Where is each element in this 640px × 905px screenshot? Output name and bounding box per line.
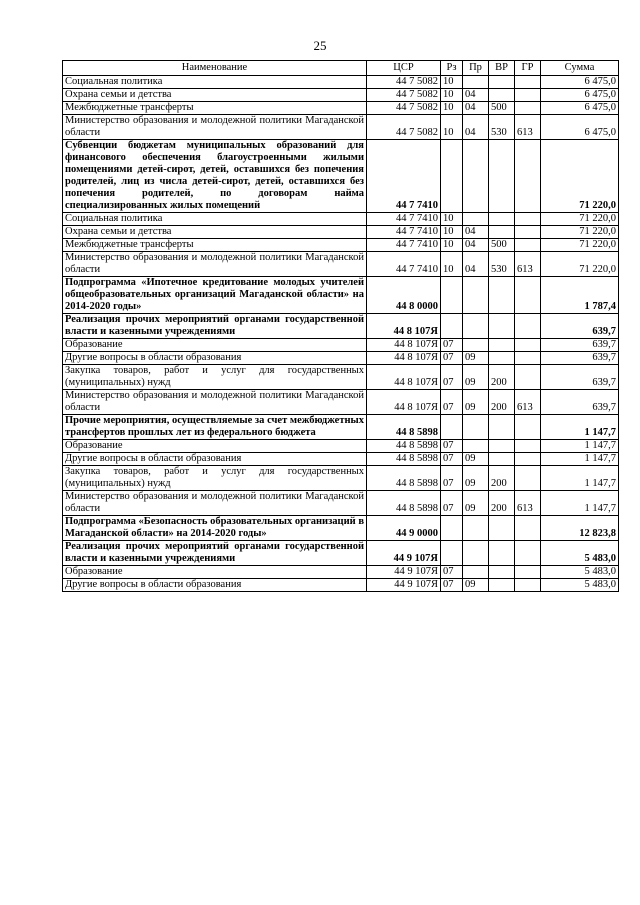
cell-rz: 07 bbox=[441, 579, 463, 592]
header-rz: Рз bbox=[441, 61, 463, 76]
cell-name: Охрана семьи и детства bbox=[63, 89, 367, 102]
cell-sum: 5 483,0 bbox=[541, 566, 619, 579]
table-body bbox=[63, 76, 619, 592]
cell-csr: 44 8 5898 bbox=[367, 466, 441, 491]
table-row bbox=[63, 115, 619, 140]
cell-name: Министерство образования и молодежной политики Магаданской области bbox=[63, 115, 367, 140]
cell-gr bbox=[515, 89, 541, 102]
cell-csr: 44 8 107Я bbox=[367, 314, 441, 339]
cell-rz: 07 bbox=[441, 440, 463, 453]
table-header-row bbox=[63, 61, 619, 76]
cell-name: Межбюджетные трансферты bbox=[63, 239, 367, 252]
cell-gr bbox=[515, 440, 541, 453]
cell-sum: 639,7 bbox=[541, 339, 619, 352]
cell-csr: 44 9 0000 bbox=[367, 516, 441, 541]
cell-vr bbox=[489, 516, 515, 541]
table-row bbox=[63, 365, 619, 390]
cell-name: Министерство образования и молодежной политики Магаданской области bbox=[63, 390, 367, 415]
cell-name: Закупка товаров, работ и услуг для государственных (муниципальных) нужд bbox=[63, 466, 367, 491]
cell-name: Другие вопросы в области образования bbox=[63, 352, 367, 365]
cell-pr: 09 bbox=[463, 352, 489, 365]
cell-pr: 09 bbox=[463, 453, 489, 466]
cell-name: Образование bbox=[63, 440, 367, 453]
cell-rz bbox=[441, 415, 463, 440]
cell-pr: 04 bbox=[463, 239, 489, 252]
cell-name: Охрана семьи и детства bbox=[63, 226, 367, 239]
cell-gr bbox=[515, 566, 541, 579]
cell-rz: 10 bbox=[441, 213, 463, 226]
cell-rz: 10 bbox=[441, 89, 463, 102]
cell-rz: 10 bbox=[441, 115, 463, 140]
cell-rz: 07 bbox=[441, 339, 463, 352]
cell-vr: 530 bbox=[489, 252, 515, 277]
cell-gr bbox=[515, 466, 541, 491]
cell-csr: 44 7 7410 bbox=[367, 239, 441, 252]
cell-rz: 07 bbox=[441, 365, 463, 390]
cell-csr: 44 7 7410 bbox=[367, 140, 441, 213]
header-gr: ГР bbox=[515, 61, 541, 76]
table-row bbox=[63, 352, 619, 365]
cell-sum: 639,7 bbox=[541, 352, 619, 365]
table-row bbox=[63, 314, 619, 339]
cell-sum: 1 147,7 bbox=[541, 466, 619, 491]
cell-name: Другие вопросы в области образования bbox=[63, 453, 367, 466]
cell-gr bbox=[515, 102, 541, 115]
cell-rz bbox=[441, 140, 463, 213]
table-row bbox=[63, 440, 619, 453]
cell-gr bbox=[515, 339, 541, 352]
cell-name: Закупка товаров, работ и услуг для государственных (муниципальных) нужд bbox=[63, 365, 367, 390]
cell-gr bbox=[515, 541, 541, 566]
cell-pr: 04 bbox=[463, 252, 489, 277]
cell-csr: 44 7 5082 bbox=[367, 76, 441, 89]
cell-sum: 6 475,0 bbox=[541, 76, 619, 89]
cell-name: Образование bbox=[63, 339, 367, 352]
cell-csr: 44 8 5898 bbox=[367, 491, 441, 516]
cell-name: Субвенции бюджетам муниципальных образований для финансового обеспечения благоустроенными жилыми помещениями детей-сирот, детей, оставшихся без попечения родителей, лиц из числа детей-сирот, детей, оставшихся без попечения родителей, по договорам найма специализированных жилых помещений bbox=[63, 140, 367, 213]
cell-gr: 613 bbox=[515, 491, 541, 516]
cell-vr bbox=[489, 453, 515, 466]
cell-pr bbox=[463, 440, 489, 453]
cell-gr bbox=[515, 76, 541, 89]
cell-csr: 44 7 5082 bbox=[367, 102, 441, 115]
header-vr: ВР bbox=[489, 61, 515, 76]
cell-name: Социальная политика bbox=[63, 76, 367, 89]
cell-pr: 09 bbox=[463, 365, 489, 390]
cell-pr bbox=[463, 415, 489, 440]
cell-gr bbox=[515, 579, 541, 592]
cell-rz: 07 bbox=[441, 390, 463, 415]
cell-vr bbox=[489, 76, 515, 89]
cell-sum: 1 147,7 bbox=[541, 453, 619, 466]
cell-pr: 04 bbox=[463, 226, 489, 239]
cell-vr bbox=[489, 339, 515, 352]
cell-name: Другие вопросы в области образования bbox=[63, 579, 367, 592]
cell-vr: 200 bbox=[489, 491, 515, 516]
header-name: Наименование bbox=[63, 61, 367, 76]
cell-pr: 04 bbox=[463, 115, 489, 140]
cell-sum: 71 220,0 bbox=[541, 252, 619, 277]
cell-rz: 07 bbox=[441, 566, 463, 579]
cell-rz: 10 bbox=[441, 252, 463, 277]
table-row bbox=[63, 213, 619, 226]
cell-vr bbox=[489, 440, 515, 453]
cell-csr: 44 8 5898 bbox=[367, 415, 441, 440]
cell-gr bbox=[515, 314, 541, 339]
cell-csr: 44 7 7410 bbox=[367, 213, 441, 226]
cell-csr: 44 8 107Я bbox=[367, 365, 441, 390]
table-row bbox=[63, 541, 619, 566]
cell-name: Министерство образования и молодежной политики Магаданской области bbox=[63, 491, 367, 516]
cell-vr bbox=[489, 226, 515, 239]
cell-gr: 613 bbox=[515, 252, 541, 277]
cell-vr: 200 bbox=[489, 390, 515, 415]
cell-pr bbox=[463, 277, 489, 314]
cell-pr: 09 bbox=[463, 491, 489, 516]
cell-name: Образование bbox=[63, 566, 367, 579]
cell-csr: 44 9 107Я bbox=[367, 566, 441, 579]
cell-csr: 44 8 107Я bbox=[367, 339, 441, 352]
cell-sum: 6 475,0 bbox=[541, 115, 619, 140]
table-row bbox=[63, 89, 619, 102]
cell-rz bbox=[441, 314, 463, 339]
cell-rz: 10 bbox=[441, 102, 463, 115]
table-row bbox=[63, 102, 619, 115]
cell-vr: 500 bbox=[489, 239, 515, 252]
cell-pr bbox=[463, 314, 489, 339]
table-row bbox=[63, 226, 619, 239]
cell-rz: 07 bbox=[441, 453, 463, 466]
cell-csr: 44 8 5898 bbox=[367, 440, 441, 453]
cell-rz: 10 bbox=[441, 226, 463, 239]
cell-csr: 44 9 107Я bbox=[367, 579, 441, 592]
cell-sum: 1 147,7 bbox=[541, 440, 619, 453]
cell-gr bbox=[515, 352, 541, 365]
cell-csr: 44 8 107Я bbox=[367, 390, 441, 415]
cell-pr: 09 bbox=[463, 466, 489, 491]
cell-csr: 44 7 5082 bbox=[367, 115, 441, 140]
table-row bbox=[63, 466, 619, 491]
cell-pr: 09 bbox=[463, 390, 489, 415]
cell-gr bbox=[515, 453, 541, 466]
table-row bbox=[63, 579, 619, 592]
cell-name: Социальная политика bbox=[63, 213, 367, 226]
cell-vr: 500 bbox=[489, 102, 515, 115]
cell-csr: 44 7 5082 bbox=[367, 89, 441, 102]
cell-vr: 530 bbox=[489, 115, 515, 140]
table-row bbox=[63, 390, 619, 415]
page-number: 25 bbox=[313, 38, 327, 53]
cell-gr bbox=[515, 140, 541, 213]
cell-csr: 44 8 5898 bbox=[367, 453, 441, 466]
cell-csr: 44 8 0000 bbox=[367, 277, 441, 314]
cell-vr bbox=[489, 140, 515, 213]
cell-sum: 1 147,7 bbox=[541, 491, 619, 516]
table-row bbox=[63, 277, 619, 314]
table-row bbox=[63, 339, 619, 352]
table-row bbox=[63, 415, 619, 440]
cell-name: Межбюджетные трансферты bbox=[63, 102, 367, 115]
cell-pr bbox=[463, 516, 489, 541]
cell-sum: 1 787,4 bbox=[541, 277, 619, 314]
cell-gr bbox=[515, 213, 541, 226]
cell-vr bbox=[489, 352, 515, 365]
cell-pr bbox=[463, 140, 489, 213]
cell-rz bbox=[441, 541, 463, 566]
cell-pr: 09 bbox=[463, 579, 489, 592]
cell-pr: 04 bbox=[463, 102, 489, 115]
cell-vr bbox=[489, 579, 515, 592]
cell-gr bbox=[515, 277, 541, 314]
table-row bbox=[63, 252, 619, 277]
cell-vr: 200 bbox=[489, 365, 515, 390]
cell-sum: 71 220,0 bbox=[541, 213, 619, 226]
cell-sum: 5 483,0 bbox=[541, 579, 619, 592]
table-row bbox=[63, 76, 619, 89]
cell-name: Подпрограмма «Ипотечное кредитование молодых учителей общеобразовательных организаций Магаданской области» на 2014-2020 годы» bbox=[63, 277, 367, 314]
cell-gr: 613 bbox=[515, 390, 541, 415]
cell-vr bbox=[489, 89, 515, 102]
cell-vr bbox=[489, 541, 515, 566]
cell-vr bbox=[489, 277, 515, 314]
cell-vr bbox=[489, 566, 515, 579]
cell-csr: 44 8 107Я bbox=[367, 352, 441, 365]
cell-name: Реализация прочих мероприятий органами государственной власти и казенными учреждениями bbox=[63, 541, 367, 566]
cell-rz bbox=[441, 516, 463, 541]
cell-pr: 04 bbox=[463, 89, 489, 102]
table-row bbox=[63, 491, 619, 516]
table-row bbox=[63, 140, 619, 213]
cell-vr bbox=[489, 314, 515, 339]
cell-sum: 1 147,7 bbox=[541, 415, 619, 440]
cell-sum: 71 220,0 bbox=[541, 140, 619, 213]
cell-sum: 639,7 bbox=[541, 314, 619, 339]
cell-sum: 6 475,0 bbox=[541, 102, 619, 115]
header-csr: ЦСР bbox=[367, 61, 441, 76]
cell-vr bbox=[489, 415, 515, 440]
table-row bbox=[63, 453, 619, 466]
cell-sum: 5 483,0 bbox=[541, 541, 619, 566]
cell-rz: 10 bbox=[441, 76, 463, 89]
cell-gr bbox=[515, 516, 541, 541]
cell-rz: 07 bbox=[441, 352, 463, 365]
cell-name: Прочие мероприятия, осуществляемые за счет межбюджетных трансфертов прошлых лет из федерального бюджета bbox=[63, 415, 367, 440]
table-row bbox=[63, 239, 619, 252]
budget-table bbox=[62, 60, 619, 592]
cell-rz: 10 bbox=[441, 239, 463, 252]
cell-rz: 07 bbox=[441, 466, 463, 491]
cell-name: Министерство образования и молодежной политики Магаданской области bbox=[63, 252, 367, 277]
cell-gr bbox=[515, 239, 541, 252]
cell-sum: 639,7 bbox=[541, 365, 619, 390]
cell-sum: 12 823,8 bbox=[541, 516, 619, 541]
cell-gr bbox=[515, 365, 541, 390]
cell-name: Реализация прочих мероприятий органами государственной власти и казенными учреждениями bbox=[63, 314, 367, 339]
table-row bbox=[63, 566, 619, 579]
cell-pr bbox=[463, 566, 489, 579]
cell-pr bbox=[463, 541, 489, 566]
cell-csr: 44 9 107Я bbox=[367, 541, 441, 566]
cell-gr bbox=[515, 226, 541, 239]
cell-vr bbox=[489, 213, 515, 226]
cell-vr: 200 bbox=[489, 466, 515, 491]
cell-csr: 44 7 7410 bbox=[367, 252, 441, 277]
table-row bbox=[63, 516, 619, 541]
cell-rz: 07 bbox=[441, 491, 463, 516]
cell-gr bbox=[515, 415, 541, 440]
cell-csr: 44 7 7410 bbox=[367, 226, 441, 239]
cell-rz bbox=[441, 277, 463, 314]
cell-gr: 613 bbox=[515, 115, 541, 140]
cell-pr bbox=[463, 213, 489, 226]
header-sum: Сумма bbox=[541, 61, 619, 76]
header-pr: Пр bbox=[463, 61, 489, 76]
cell-name: Подпрограмма «Безопасность образовательных организаций в Магаданской области» на 2014-2020 годы» bbox=[63, 516, 367, 541]
cell-pr bbox=[463, 76, 489, 89]
cell-pr bbox=[463, 339, 489, 352]
cell-sum: 71 220,0 bbox=[541, 226, 619, 239]
cell-sum: 639,7 bbox=[541, 390, 619, 415]
cell-sum: 71 220,0 bbox=[541, 239, 619, 252]
cell-sum: 6 475,0 bbox=[541, 89, 619, 102]
